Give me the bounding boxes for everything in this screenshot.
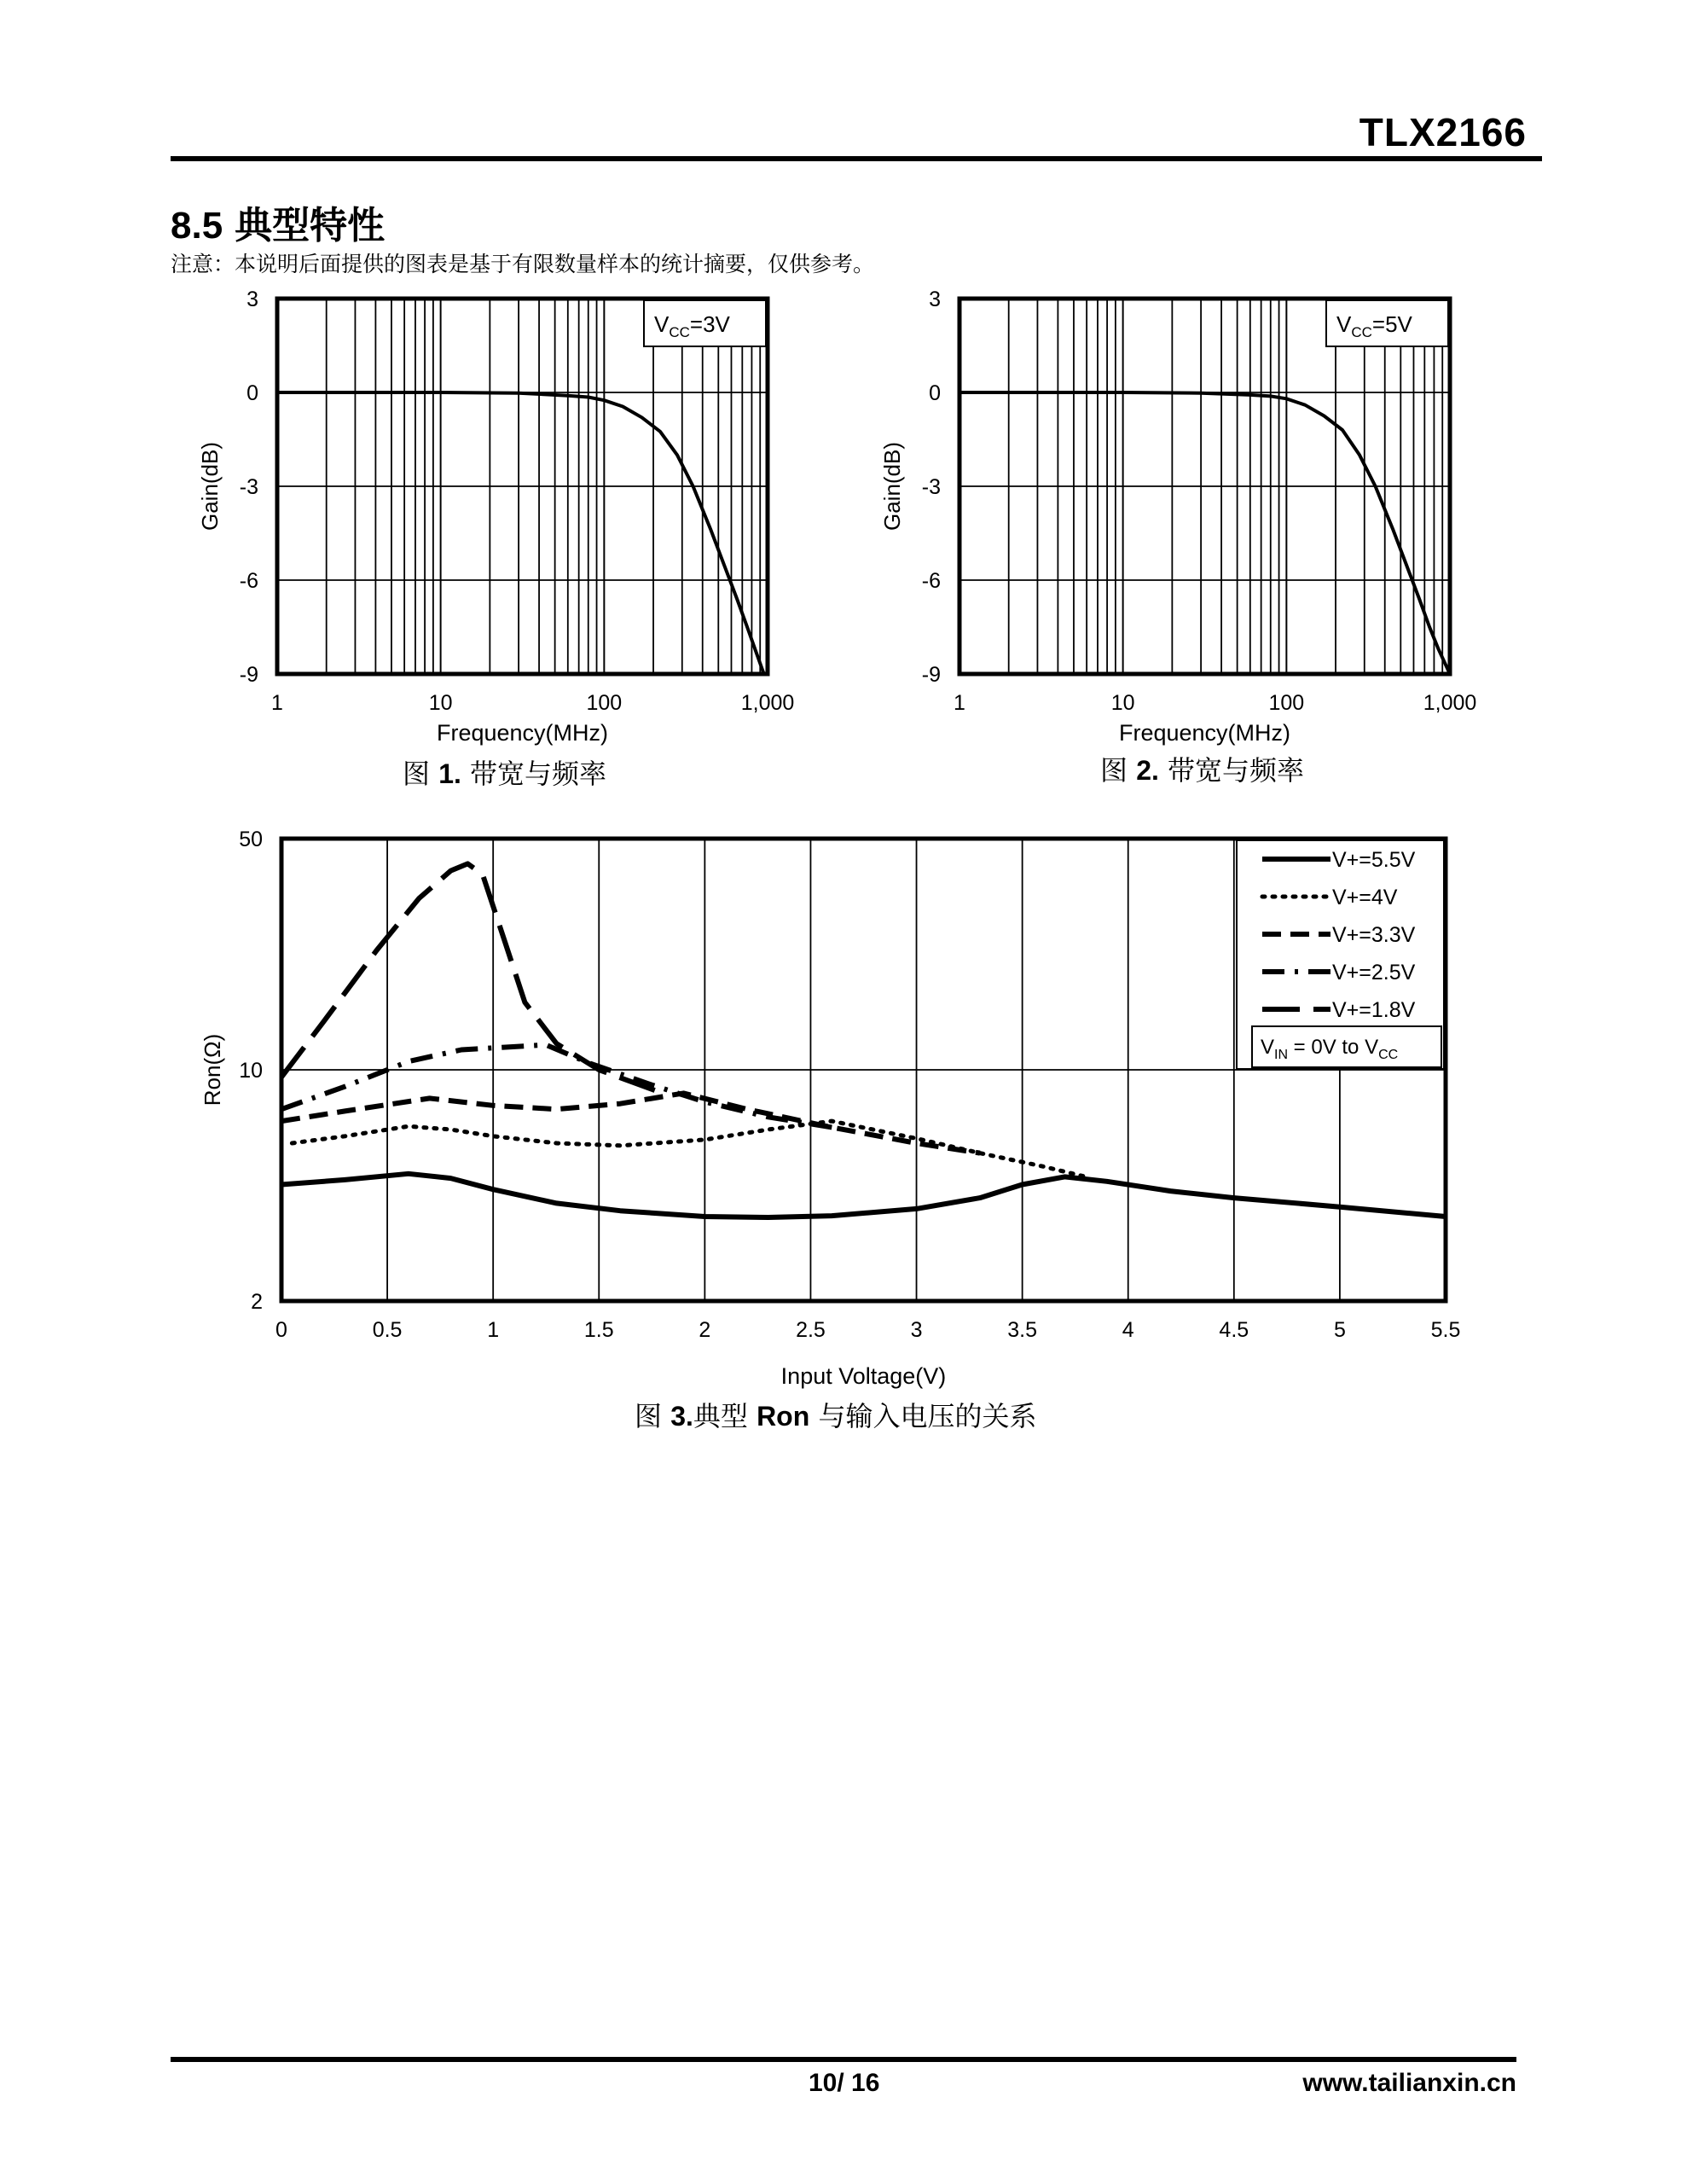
annotation-box [1326,300,1448,346]
gain-curve [959,392,1450,674]
x-tick-label: 100 [586,691,623,715]
x-tick-label: 100 [1268,691,1305,715]
x-tick-label: 1.5 [583,1318,614,1342]
gain-curve [277,392,764,674]
y-tick-label: 50 [239,828,263,851]
annotation-box [644,300,766,346]
x-axis-label: Frequency(MHz) [436,720,609,746]
ron-curve-dotted [292,1121,1086,1176]
legend-entry: V+=2.5V [1332,961,1416,985]
header-rule [171,156,1542,161]
website-url: www.tailianxin.cn [1302,2069,1516,2097]
x-tick-label: 2.5 [796,1318,826,1342]
x-tick-label: 1,000 [1423,691,1477,715]
y-tick-label: -3 [921,475,941,499]
x-tick-label: 5.5 [1430,1318,1461,1342]
x-tick-label: 0.5 [372,1318,403,1342]
x-tick-label: 1 [954,691,965,715]
y-axis-label: Ron(Ω) [200,1033,225,1107]
legend-entry: V+=4V [1332,886,1398,909]
y-tick-label: 0 [246,381,258,405]
gain-vs-frequency-chart-5v [879,282,1501,759]
section-heading [171,195,385,249]
y-tick-label: 3 [246,288,258,311]
vin-annotation: $V_{IN} = 0V$ to $V_{CC}$ [1261,1036,1399,1062]
x-tick-label: 3.5 [1007,1318,1038,1342]
x-axis-label: Frequency(MHz) [1118,720,1291,746]
ron-curve-dashdot [281,1045,832,1128]
plot-series [277,392,764,674]
x-tick-label: 1 [271,691,283,715]
x-tick-label: 1 [487,1318,500,1342]
ron-curve-longdash [281,863,663,1093]
y-axis-label: Gain(dB) [197,441,223,531]
y-axis-label: Gain(dB) [879,441,905,531]
y-tick-label: -6 [921,569,941,593]
x-tick-label: 3 [910,1318,923,1342]
x-tick-label: 4.5 [1219,1318,1249,1342]
x-tick-label: 10 [1110,691,1135,715]
vcc-annotation: $V_{CC}=3V$ [654,311,730,340]
y-tick-label: 3 [929,288,941,311]
note-text: 注意：本说明后面提供的图表是基于有限数量样本的统计摘要，仅供参考。 [171,253,875,276]
footer-rule [171,2057,1516,2062]
x-tick-label: 2 [699,1318,711,1342]
y-tick-label: 2 [251,1290,263,1314]
section-title: 典型特性 [235,205,386,247]
section-number: 8.5 [171,205,223,247]
vcc-annotation: $V_{CC}=5V$ [1336,311,1412,340]
x-tick-label: 5 [1333,1318,1346,1342]
x-axis-label: Input Voltage(V) [780,1363,947,1389]
y-tick-label: -9 [239,663,258,687]
figure-1-caption: 图 1. 带宽与频率 [403,758,607,790]
legend-entry: V+=3.3V [1332,923,1416,947]
x-tick-label: 4 [1122,1318,1134,1342]
page-title: TLX2166 [1359,110,1527,154]
legend [1237,840,1444,1069]
figure-2-caption: 图 2. 带宽与频率 [1100,754,1305,787]
x-tick-label: 1,000 [740,691,795,715]
y-tick-label: 10 [239,1059,263,1083]
y-tick-label: 0 [929,381,941,405]
gain-vs-frequency-chart-3v [197,282,819,759]
x-tick-label: 0 [275,1318,287,1342]
y-tick-label: -6 [239,569,258,593]
y-tick-label: -9 [921,663,941,687]
y-tick-label: -3 [239,475,258,499]
ron-vs-input-voltage-chart [188,815,1501,1395]
plot-series [959,392,1450,674]
legend-entry: V+=1.8V [1332,998,1416,1022]
page-number: 10/ 16 [809,2069,880,2097]
legend-entry: V+=5.5V [1332,848,1416,872]
x-tick-label: 10 [428,691,453,715]
figure-3-caption: 图 3.典型 Ron 与输入电压的关系 [635,1400,1037,1432]
ron-curve-solid [281,1174,1446,1217]
